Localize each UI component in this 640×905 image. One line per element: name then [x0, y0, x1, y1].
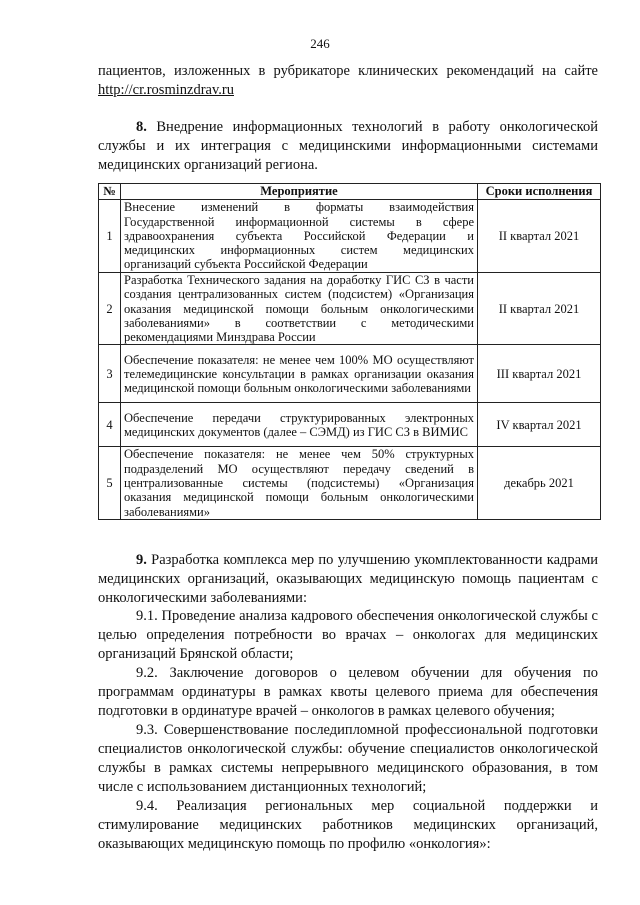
row-deadline: IV квартал 2021	[478, 403, 601, 447]
list-item: 9.3. Совершенствование последипломной профессиональной подготовки специалистов онкологической службы: обучение специалистов онкологической службы в рамках системы непрерывного медицинского образования, в том числе с использованием дистанционных технологий;	[98, 722, 598, 795]
table-row	[99, 273, 601, 345]
header-deadline: Сроки исполнения	[478, 184, 601, 200]
section-9-text: Разработка комплекса мер по улучшению укомплектованности кадрами медицинских организаций, оказывающих медицинскую помощь пациентам с онкологическими заболеваниями:	[98, 552, 599, 606]
row-number: 3	[99, 345, 121, 403]
table-row	[99, 200, 601, 273]
table-row	[99, 447, 601, 519]
row-deadline: II квартал 2021	[478, 273, 601, 345]
section-8-text: Внедрение информационных технологий в работу онкологической службы и их интеграция с медицинскими информационными системами медицинских организаций региона.	[98, 119, 598, 173]
table-row	[99, 403, 601, 447]
row-number: 5	[99, 447, 121, 519]
list-item: 9.2. Заключение договоров о целевом обучении для обучения по программам ординатуры в рамках квоты целевого приема для обеспечения подготовки в ординатуре врачей – онкологов в рамках целевого обучения;	[98, 665, 598, 719]
section-8-heading	[98, 118, 598, 175]
row-measure: Обеспечение передачи структурированных электронных медицинских документов (далее – СЭМД) из ГИС СЗ в ВИМИС	[121, 403, 478, 447]
header-measure: Мероприятие	[121, 184, 478, 200]
rubricator-link[interactable]: http://cr.rosminzdrav.ru	[98, 82, 234, 98]
measures-table	[98, 183, 601, 520]
row-measure: Внесение изменений в форматы взаимодействия Государственной информационной системы в сфере здравоохранения субъекта Российской Федерации и медицинских информационных систем медицинских организаций субъекта Российской Федерации	[121, 200, 478, 273]
intro-line: пациентов, изложенных в рубрикаторе клинических рекомендаций на сайте	[98, 63, 598, 79]
section-8-number: 8.	[136, 119, 147, 135]
section-9-number: 9.	[136, 552, 147, 568]
row-measure: Обеспечение показателя: не менее чем 100% МО осуществляют телемедицинские консультации в рамках организации оказания медицинской помощи больным онкологическими заболеваниями	[121, 345, 478, 403]
header-number: №	[99, 184, 121, 200]
list-item: 9.1. Проведение анализа кадрового обеспечения онкологической службы с целью определения потребности во врачах – онкологах для медицинских организаций Брянской области;	[98, 608, 598, 662]
row-number: 4	[99, 403, 121, 447]
intro-paragraph	[98, 62, 598, 100]
row-deadline: декабрь 2021	[478, 447, 601, 519]
row-deadline: III квартал 2021	[478, 345, 601, 403]
table-header-row	[99, 184, 601, 200]
list-item: 9.4. Реализация региональных мер социальной поддержки и стимулирование медицинских работников медицинских организаций, оказывающих медицинскую помощь по профилю «онкология»:	[98, 798, 598, 852]
row-measure: Разработка Технического задания на доработку ГИС СЗ в части создания централизованных систем (подсистем) «Организация оказания медицинской помощи больным онкологическими заболеваниями» в соответствии с методическими рекомендациями Минздрава России	[121, 273, 478, 345]
page-number: 246	[310, 36, 330, 51]
row-number: 2	[99, 273, 121, 345]
row-measure: Обеспечение показателя: не менее чем 50% структурных подразделений МО осуществляют передачу сведений в централизованные системы (подсистемы) «Организация оказания медицинской помощи больным онкологическими заболеваниями»	[121, 447, 478, 519]
row-deadline: II квартал 2021	[478, 200, 601, 273]
section-9-heading	[98, 551, 598, 608]
row-number: 1	[99, 200, 121, 273]
table-row	[99, 345, 601, 403]
